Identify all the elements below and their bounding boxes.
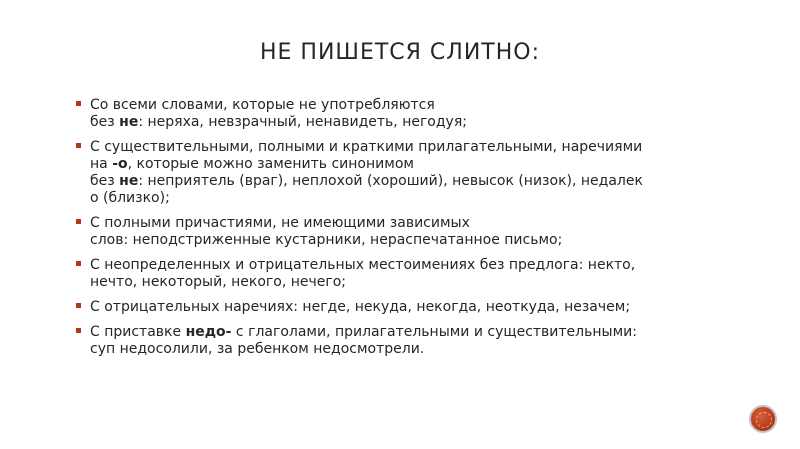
bullet-item <box>74 97 764 131</box>
text-segment: о (близко); <box>90 190 170 206</box>
text-segment: слов: неподстриженные кустарники, нераспечатанное письмо; <box>90 232 563 248</box>
slide-title: НЕ ПИШЕТСЯ СЛИТНО: <box>259 40 540 65</box>
text-segment: на <box>90 156 113 172</box>
bullet-item <box>74 215 764 249</box>
text-segment: с глаголами, прилагательными и существительными: <box>231 324 637 340</box>
bold-text: не <box>119 114 139 130</box>
bullet-line <box>90 114 764 131</box>
bullet-item <box>74 299 764 316</box>
bullet-item <box>74 257 764 291</box>
bullet-item <box>74 324 764 358</box>
bullet-line <box>90 274 764 291</box>
bullet-list <box>74 97 764 366</box>
bold-text: не <box>119 173 139 189</box>
text-segment: : неприятель (враг), неплохой (хороший), невысок (низок), недалек <box>138 173 643 189</box>
bullet-line <box>90 173 764 190</box>
seal-icon <box>749 405 777 433</box>
bullet-line <box>90 257 764 274</box>
text-segment: без <box>90 173 120 189</box>
square-bullet-icon <box>76 303 81 308</box>
square-bullet-icon <box>76 328 81 333</box>
text-segment: , которые можно заменить синонимом <box>127 156 414 172</box>
bold-text: -о <box>112 156 128 172</box>
bullet-line <box>90 299 764 316</box>
square-bullet-icon <box>76 143 81 148</box>
bullet-line <box>90 232 764 249</box>
text-segment: нечто, некоторый, некого, нечего; <box>90 274 347 290</box>
bullet-line <box>90 156 764 173</box>
bullet-line <box>90 139 764 156</box>
square-bullet-icon <box>76 101 81 106</box>
bullet-line <box>90 341 764 358</box>
bullet-line <box>90 97 764 114</box>
bullet-line <box>90 190 764 207</box>
bullet-item <box>74 139 764 207</box>
text-segment: С существительными, полными и краткими прилагательными, наречиями <box>90 139 643 155</box>
bullet-line <box>90 324 764 341</box>
square-bullet-icon <box>76 219 81 224</box>
text-segment: С приставке <box>90 324 186 340</box>
text-segment: : неряха, невзрачный, ненавидеть, негодуя; <box>138 114 467 130</box>
text-segment: без <box>90 114 120 130</box>
text-segment: Со всеми словами, которые не употребляются <box>90 97 435 113</box>
text-segment: С отрицательных наречиях: негде, некуда, некогда, неоткуда, незачем; <box>90 299 631 315</box>
text-segment: С полными причастиями, не имеющими зависимых <box>90 215 470 231</box>
square-bullet-icon <box>76 261 81 266</box>
text-segment: С неопределенных и отрицательных местоимениях без предлога: некто, <box>90 257 636 273</box>
bullet-line <box>90 215 764 232</box>
text-segment: суп недосолили, за ребенком недосмотрели. <box>90 341 425 357</box>
bold-text: недо- <box>185 324 232 340</box>
